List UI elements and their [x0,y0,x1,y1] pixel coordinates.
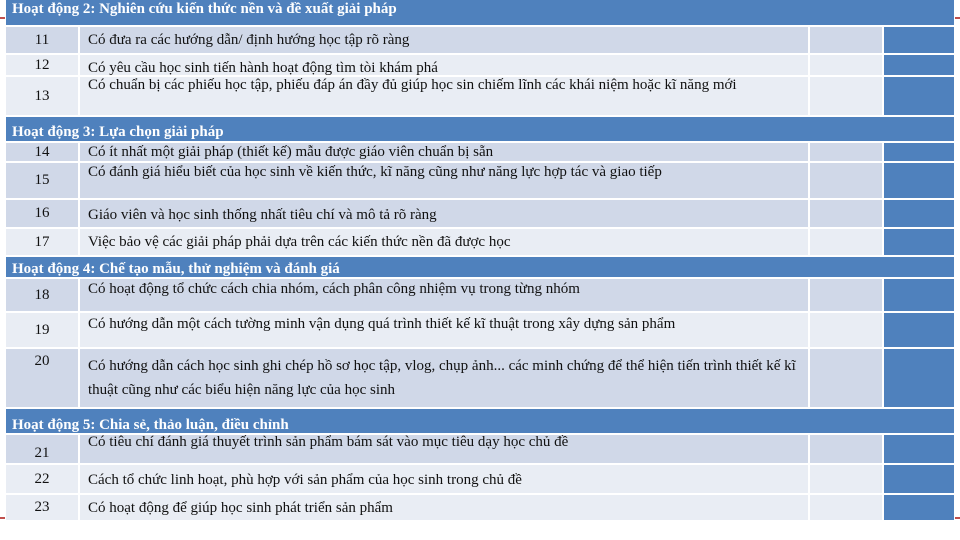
table-row [6,313,954,349]
row-criterion: Có ít nhất một giải pháp (thiết kế) mẫu được giáo viên chuẩn bị sẵn [80,143,810,161]
score-cell[interactable] [810,27,884,53]
row-number: 21 [6,435,80,463]
edge-mark [955,17,960,19]
section-title: Hoạt động 3: Lựa chọn giải pháp [12,124,224,140]
note-cell[interactable] [884,279,954,311]
table-row [6,435,954,465]
row-number: 11 [6,27,80,53]
table-row [6,229,954,257]
section-header-hd3 [6,117,954,143]
row-criterion: Có hướng dẫn cách học sinh ghi chép hồ sơ học tập, vlog, chụp ảnh... các minh chứng để thể hiện tiến trình thiết kế kĩ thuật cũng như các biểu hiện năng lực của học sinh [80,349,810,407]
score-cell[interactable] [810,229,884,255]
row-criterion: Có đưa ra các hướng dẫn/ định hướng học tập rõ ràng [80,27,810,53]
note-cell[interactable] [884,435,954,463]
table-row [6,349,954,409]
note-cell[interactable] [884,200,954,227]
edge-mark [955,517,960,519]
row-number: 22 [6,465,80,493]
row-number: 23 [6,495,80,520]
note-cell[interactable] [884,143,954,161]
section-header-hd2 [6,0,954,27]
section-title: Hoạt động 2: Nghiên cứu kiến thức nền và đề xuất giải pháp [12,1,397,17]
row-criterion: Cách tổ chức linh hoạt, phù hợp với sản phẩm của học sinh trong chủ đề [80,465,810,493]
row-number: 16 [6,200,80,227]
note-cell[interactable] [884,495,954,520]
row-number: 13 [6,77,80,115]
score-cell[interactable] [810,55,884,75]
section-title: Hoạt động 5: Chia sẻ, thảo luận, điều chỉnh [12,417,289,433]
note-cell[interactable] [884,27,954,53]
note-cell[interactable] [884,163,954,198]
row-criterion: Có hướng dẫn một cách tường minh vận dụng quá trình thiết kế kĩ thuật trong xây dựng sản phẩm [80,313,810,347]
note-cell[interactable] [884,55,954,75]
score-cell[interactable] [810,495,884,520]
table-row [6,55,954,77]
section-title: Hoạt động 4: Chế tạo mẫu, thử nghiệm và đánh giá [12,261,340,277]
table-row [6,77,954,117]
row-number: 17 [6,229,80,255]
note-cell[interactable] [884,77,954,115]
row-number: 14 [6,143,80,161]
row-criterion: Có chuẩn bị các phiếu học tập, phiếu đáp án đầy đủ giúp học sin chiếm lĩnh các khái niệm hoặc kĩ năng mới [80,77,810,115]
table-row [6,143,954,163]
row-number: 20 [6,349,80,407]
row-number: 18 [6,279,80,311]
row-criterion: Có đánh giá hiểu biết của học sinh về kiến thức, kĩ năng cũng như năng lực hợp tác và giao tiếp [80,163,810,198]
note-cell[interactable] [884,465,954,493]
table-row [6,163,954,200]
row-criterion: Việc bảo vệ các giải pháp phải dựa trên các kiến thức nền đã được học [80,229,810,255]
table-row [6,27,954,55]
row-criterion: Có hoạt động tổ chức cách chia nhóm, cách phân công nhiệm vụ trong từng nhóm [80,279,810,311]
score-cell[interactable] [810,77,884,115]
row-number: 15 [6,163,80,198]
score-cell[interactable] [810,435,884,463]
row-number: 12 [6,55,80,75]
score-cell[interactable] [810,200,884,227]
score-cell[interactable] [810,279,884,311]
score-cell[interactable] [810,313,884,347]
score-cell[interactable] [810,163,884,198]
note-cell[interactable] [884,349,954,407]
score-cell[interactable] [810,465,884,493]
row-criterion: Có tiêu chí đánh giá thuyết trình sản phẩm bám sát vào mục tiêu dạy học chủ đề [80,435,810,463]
row-criterion: Giáo viên và học sinh thống nhất tiêu chí và mô tả rõ ràng [80,200,810,227]
note-cell[interactable] [884,229,954,255]
table-row [6,200,954,229]
score-cell[interactable] [810,349,884,407]
edge-mark [0,517,5,519]
score-cell[interactable] [810,143,884,161]
criteria-table [6,0,954,530]
row-number: 19 [6,313,80,347]
note-cell[interactable] [884,313,954,347]
row-criterion: Có yêu cầu học sinh tiến hành hoạt động tìm tòi khám phá [80,55,810,75]
table-row [6,495,954,522]
row-criterion: Có hoạt động để giúp học sinh phát triển sản phẩm [80,495,810,520]
table-row [6,465,954,495]
section-header-hd5 [6,409,954,435]
edge-mark [0,17,5,19]
section-header-hd4 [6,257,954,279]
table-row [6,279,954,313]
